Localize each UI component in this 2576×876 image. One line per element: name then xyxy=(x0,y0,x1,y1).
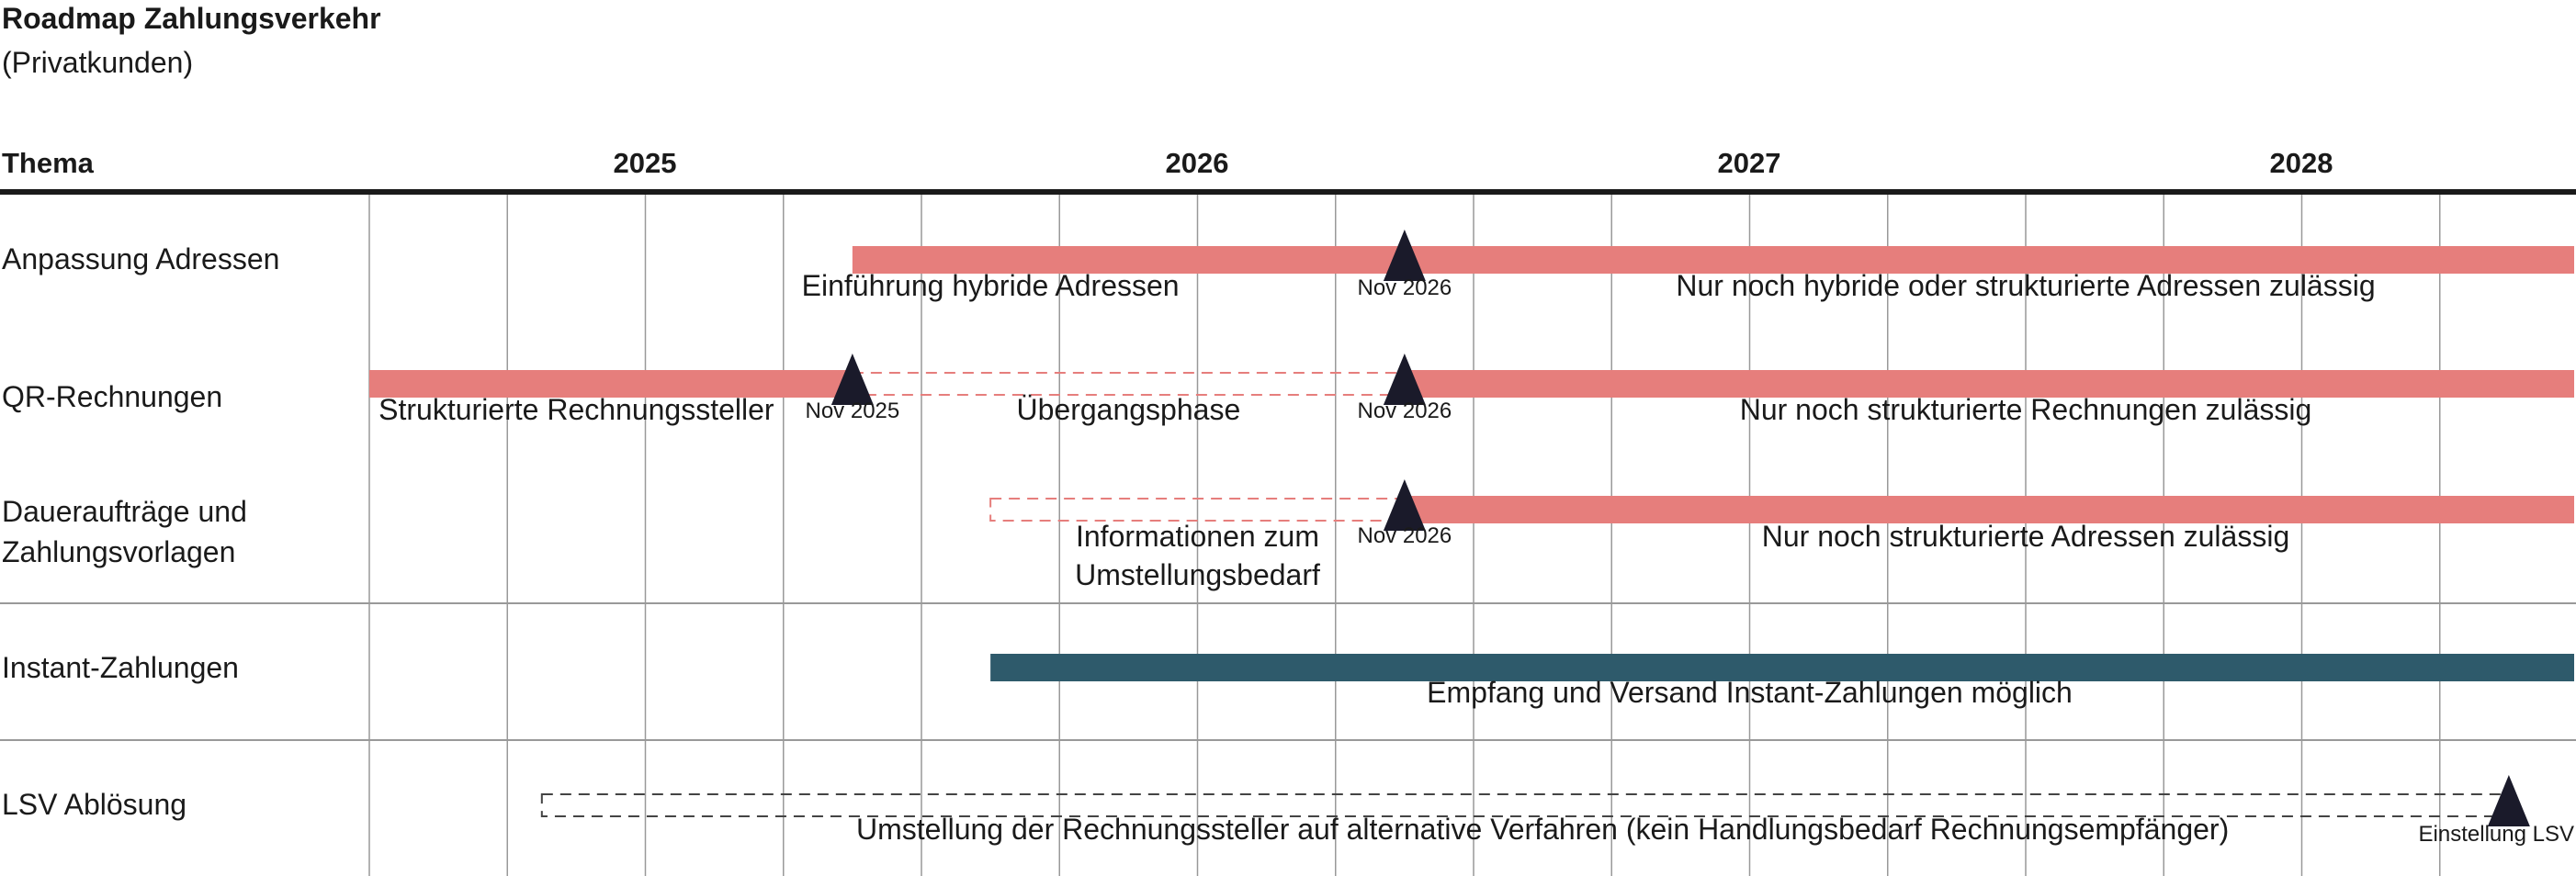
theme-label-lsv-abloesung: LSV Ablösung xyxy=(2,788,187,821)
year-label-2026: 2026 xyxy=(1165,147,1229,179)
phase-label: Einführung hybride Adressen xyxy=(801,269,1180,302)
phase-label: Umstellung der Rechnungssteller auf alternative Verfahren (kein Handlungsbedarf Rechnungsempfänger) xyxy=(856,813,2230,846)
timeline-bar-dashed xyxy=(853,373,1405,395)
milestone-label: Nov 2025 xyxy=(805,399,900,423)
milestone-label: Nov 2026 xyxy=(1357,275,1452,300)
theme-label-anpassung-adressen: Anpassung Adressen xyxy=(2,242,280,275)
theme-label-qr-rechnungen: QR-Rechnungen xyxy=(2,380,223,413)
phase-label: Nur noch hybride oder strukturierte Adressen zulässig xyxy=(1676,269,2376,302)
phase-label: Strukturierte Rechnungssteller xyxy=(378,393,774,426)
year-label-2025: 2025 xyxy=(613,147,677,179)
year-label-2027: 2027 xyxy=(1717,147,1781,179)
phase-label: Informationen zum Umstellungsbedarf xyxy=(1075,520,1320,591)
milestone-label: Nov 2026 xyxy=(1357,523,1452,548)
theme-label-dauerauftraege: Daueraufträge und Zahlungsvorlagen xyxy=(2,495,247,568)
phase-label: Empfang und Versand Instant-Zahlungen möglich xyxy=(1427,676,2073,709)
phase-label: Nur noch strukturierte Rechnungen zulässig xyxy=(1739,393,2312,426)
chart-title: Roadmap Zahlungsverkehr xyxy=(2,2,381,35)
milestone-label: Einstellung LSV xyxy=(2418,822,2574,847)
milestone-label: Nov 2026 xyxy=(1357,399,1452,423)
phase-label: Übergangsphase xyxy=(1016,393,1241,426)
chart-subtitle: (Privatkunden) xyxy=(2,46,194,79)
theme-label-instant-zahlungen: Instant-Zahlungen xyxy=(2,651,239,684)
milestone-marker xyxy=(2488,775,2530,826)
column-header-thema: Thema xyxy=(2,147,94,179)
phase-label: Nur noch strukturierte Adressen zulässig xyxy=(1761,520,2290,553)
year-label-2028: 2028 xyxy=(2269,147,2333,179)
